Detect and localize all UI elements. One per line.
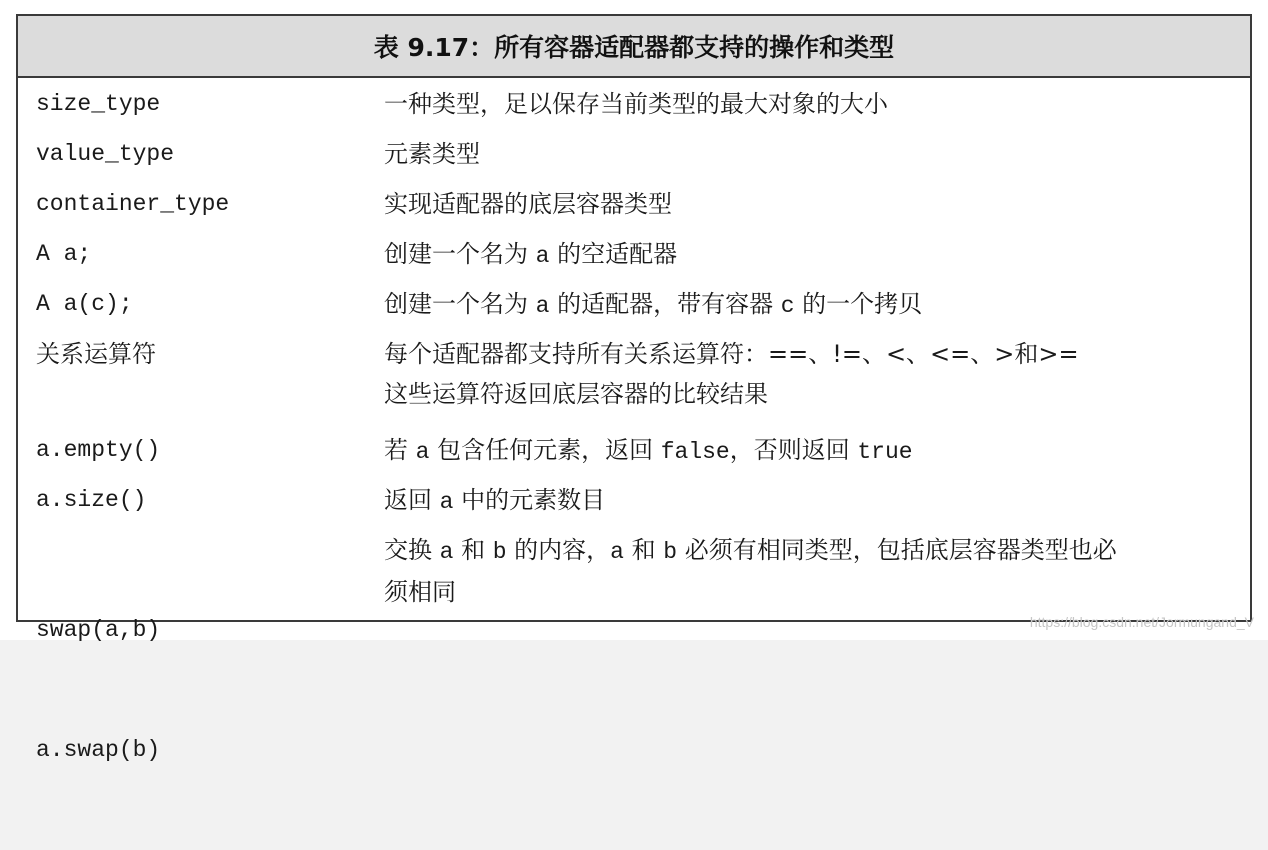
row-description: 交换 a 和 b 的内容，a 和 b 必须有相同类型，包括底层容器类型也必 须相同 <box>384 536 1117 606</box>
row-name: a.size() <box>36 487 147 513</box>
row-name: value_type <box>36 141 175 167</box>
watermark-url: https://blog.csdn.net/Jormungand_V <box>1029 614 1254 630</box>
row-name: container_type <box>36 191 230 217</box>
row-description: 返回 a 中的元素数目 <box>384 486 606 515</box>
row-name: swap(a,b) a.swap(b) <box>36 617 161 763</box>
row-description: 实现适配器的底层容器类型 <box>384 190 672 218</box>
row-name: A a; <box>36 241 92 267</box>
row-name: a.empty() <box>36 437 161 463</box>
row-description: 元素类型 <box>384 140 480 168</box>
table-title: 表 9.17：所有容器适配器都支持的操作和类型 <box>18 16 1250 78</box>
row-description: 创建一个名为 a 的适配器，带有容器 c 的一个拷贝 <box>384 290 923 319</box>
row-name: A a(c); <box>36 291 133 317</box>
row-name: 关系运算符 <box>36 340 156 368</box>
row-description: 创建一个名为 a 的空适配器 <box>384 240 678 269</box>
row-description: 一种类型，足以保存当前类型的最大对象的大小 <box>384 90 888 118</box>
row-description: 每个适配器都支持所有关系运算符：==、!=、<、<=、>和>= 这些运算符返回底层容器的比较结果 <box>384 340 1079 408</box>
row-description: 若 a 包含任何元素，返回 false，否则返回 true <box>384 436 913 465</box>
row-name: size_type <box>36 91 161 117</box>
